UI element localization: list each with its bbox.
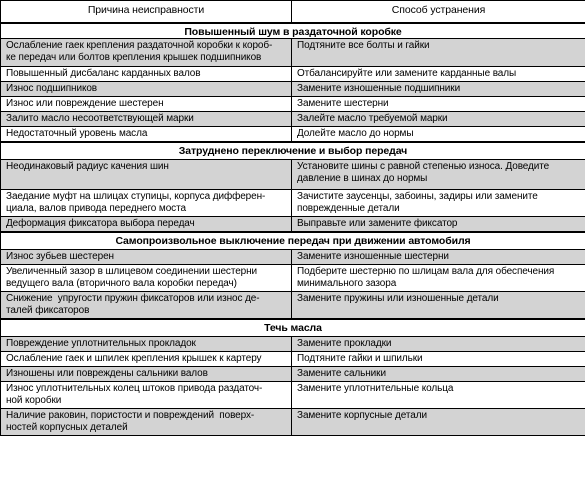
remedy-cell: Замените изношенные подшипники (292, 82, 585, 97)
cause-cell: Заедание муфт на шлицах ступицы, корпуса дифферен- циала, валов привода переднего моста (1, 190, 292, 217)
remedy-cell: Замените прокладки (292, 337, 585, 352)
table-row (1, 367, 585, 382)
cause-cell: Ослабление гаек и шпилек крепления крышек к картеру (1, 352, 292, 367)
table-row (1, 190, 585, 217)
section-title-row (1, 319, 585, 337)
remedy-cell: Замените изношенные шестерни (292, 250, 585, 265)
remedy-cell: Выправьте или замените фиксатор (292, 217, 585, 233)
section-title: Самопроизвольное выключение передач при движении автомобиля (1, 232, 585, 250)
table-row (1, 250, 585, 265)
remedy-cell: Залейте масло требуемой марки (292, 112, 585, 127)
table-row (1, 292, 585, 320)
cause-cell: Износ уплотнительных колец штоков привода раздаточ- ной коробки (1, 382, 292, 409)
remedy-cell: Подтяните гайки и шпильки (292, 352, 585, 367)
section-title: Течь масла (1, 319, 585, 337)
remedy-cell: Замените сальники (292, 367, 585, 382)
cause-cell: Недостаточный уровень масла (1, 127, 292, 143)
table-row (1, 382, 585, 409)
remedy-cell: Подберите шестерню по шлицам вала для обеспечения минимального зазора (292, 265, 585, 292)
cause-cell: Изношены или повреждены сальники валов (1, 367, 292, 382)
table-row (1, 112, 585, 127)
remedy-cell: Отбалансируйте или замените карданные валы (292, 67, 585, 82)
table-row (1, 160, 585, 190)
header-remedy: Способ устранения (292, 1, 585, 24)
cause-cell: Износ зубьев шестерен (1, 250, 292, 265)
table-header-row (1, 1, 585, 24)
table-row (1, 67, 585, 82)
remedy-cell: Замените пружины или изношенные детали (292, 292, 585, 320)
cause-cell: Неодинаковый радиус качения шин (1, 160, 292, 190)
table-row (1, 97, 585, 112)
cause-cell: Износ подшипников (1, 82, 292, 97)
cause-cell: Повреждение уплотнительных прокладок (1, 337, 292, 352)
section-title: Затруднено переключение и выбор передач (1, 142, 585, 160)
header-cause: Причина неисправности (1, 1, 292, 24)
section-title-row (1, 232, 585, 250)
remedy-cell: Замените шестерни (292, 97, 585, 112)
remedy-cell: Установите шины с равной степенью износа. Доведите давление в шинах до нормы (292, 160, 585, 190)
section-title-row (1, 23, 585, 39)
remedy-cell: Замените уплотнительные кольца (292, 382, 585, 409)
cause-cell: Увеличенный зазор в шлицевом соединении шестерни ведущего вала (вторичного вала коробки передач) (1, 265, 292, 292)
cause-cell: Деформация фиксатора выбора передач (1, 217, 292, 233)
table-row (1, 217, 585, 233)
table-row (1, 127, 585, 143)
remedy-cell: Долейте масло до нормы (292, 127, 585, 143)
remedy-cell: Подтяните все болты и гайки (292, 39, 585, 67)
table-row (1, 337, 585, 352)
remedy-cell: Замените корпусные детали (292, 409, 585, 436)
remedy-cell: Зачистите заусенцы, забоины, задиры или замените поврежденные детали (292, 190, 585, 217)
cause-cell: Залито масло несоответствующей марки (1, 112, 292, 127)
cause-cell: Износ или повреждение шестерен (1, 97, 292, 112)
section-title: Повышенный шум в раздаточной коробке (1, 23, 585, 39)
table-row (1, 352, 585, 367)
table-row (1, 82, 585, 97)
cause-cell: Повышенный дисбаланс карданных валов (1, 67, 292, 82)
cause-cell: Ослабление гаек крепления раздаточной коробки к короб- ке передач или болтов крепления крышек подшипников (1, 39, 292, 67)
cause-cell: Наличие раковин, пористости и повреждений поверх- ностей корпусных деталей (1, 409, 292, 436)
table-row (1, 265, 585, 292)
section-title-row (1, 142, 585, 160)
cause-cell: Снижение упругости пружин фиксаторов или износ де- талей фиксаторов (1, 292, 292, 320)
table-row (1, 39, 585, 67)
table-row (1, 409, 585, 436)
